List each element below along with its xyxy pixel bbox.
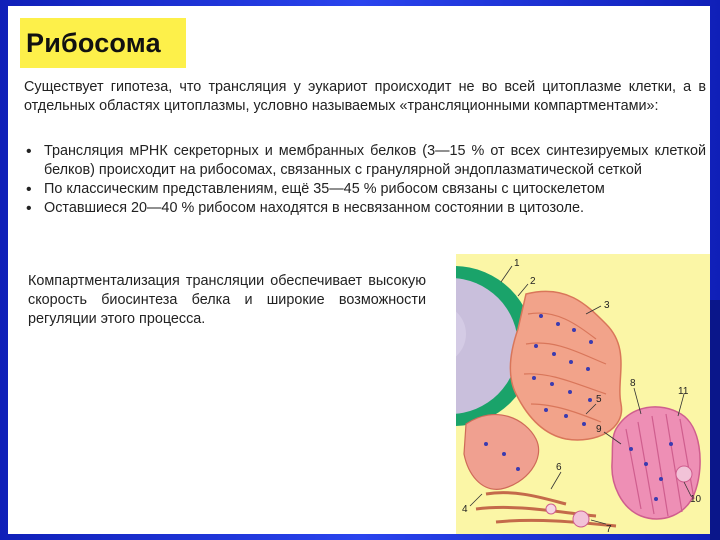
- figure-label-5: 5: [596, 394, 602, 405]
- figure-label-2: 2: [530, 276, 536, 287]
- figure-label-11: 11: [678, 386, 689, 397]
- figure-label-1: 1: [514, 258, 520, 269]
- cell-illustration: [456, 254, 710, 534]
- er-lower: [464, 415, 539, 490]
- bullet-item: • Оставшиеся 20—40 % рибосом находятся в несвязанном состоянии в цитозоле.: [24, 199, 706, 218]
- page-title: Рибосома: [26, 27, 161, 58]
- title-box: [20, 18, 186, 68]
- figure-label-8: 8: [630, 378, 636, 389]
- bullet-item: • По классическим представлениям, ещё 35—45 % рибосом связаны с цитоскелетом: [24, 180, 706, 199]
- slide: [8, 6, 710, 534]
- intro-paragraph: Существует гипотеза, что трансляция у эукариот происходит не во всей цитоплазме клетки, а в отдельных областях цитоплазмы, условно называемых «трансляционными компартментами»:: [24, 79, 706, 114]
- figure-label-3: 3: [604, 300, 610, 311]
- frame-edge: [710, 300, 720, 540]
- cell-diagram: [456, 254, 710, 534]
- figure-label-4: 4: [462, 504, 468, 515]
- figure-label-9: 9: [596, 424, 602, 435]
- figure-label-10: 10: [690, 494, 702, 505]
- golgi: [612, 407, 700, 519]
- figure-label-6: 6: [556, 462, 562, 473]
- bullet-item: • Трансляция мРНК секреторных и мембранных белков (3—15 % от всех синтезируемых клеткой белков) происходит на рибосомах, связанных с гранулярной эндоплазматической сеткой: [24, 142, 706, 180]
- bullet-list: [24, 142, 706, 218]
- compartmentalization-paragraph: Компартментализация трансляции обеспечивает высокую скорость биосинтеза белка и широкие возможности регуляции этого процесса.: [28, 273, 426, 327]
- figure-label-7: 7: [606, 524, 612, 534]
